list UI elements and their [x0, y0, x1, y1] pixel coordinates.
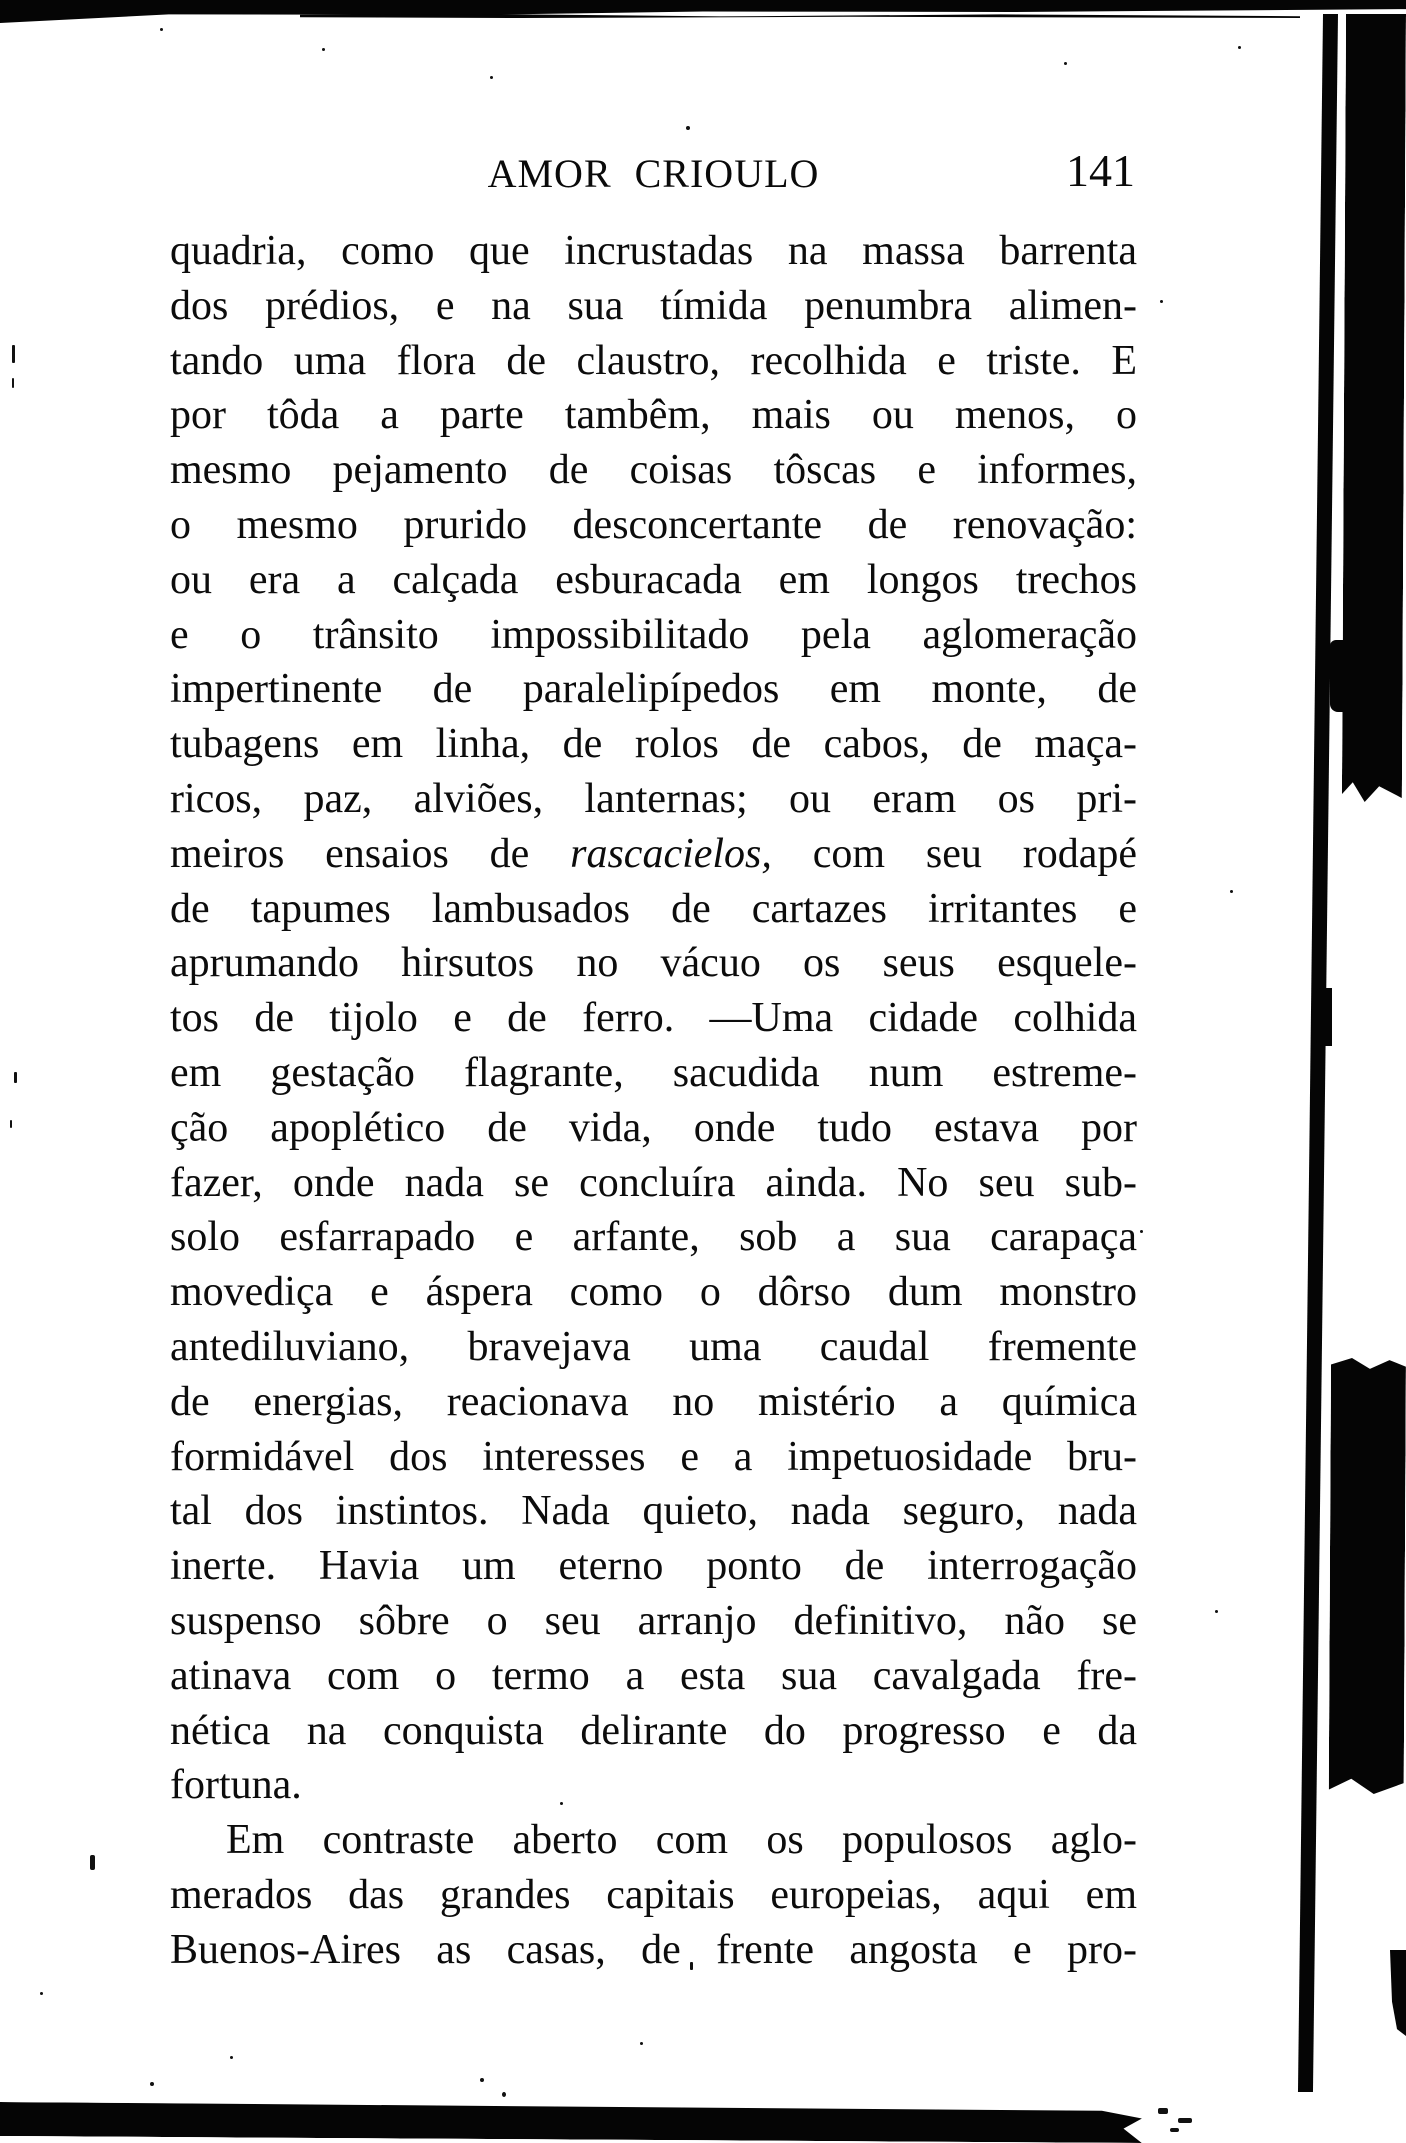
text-segment: tubagens em linha, de rolos de cabos, de maça-: [170, 721, 1137, 768]
text-segment: dos prédios, e na sua tímida penumbra alimen-: [170, 282, 1137, 329]
scan-binding-bump: [1316, 988, 1332, 1046]
text-line: [170, 882, 1137, 937]
text-line: [170, 1375, 1137, 1430]
scan-binding-bump: [1330, 640, 1350, 712]
scan-bottom-edge-bar: [0, 2102, 1142, 2143]
text-line: [170, 1868, 1137, 1923]
text-line: [170, 1484, 1137, 1539]
text-segment: aprumando hirsutos no vácuo os seus esquele-: [170, 940, 1137, 987]
text-line: [170, 1923, 1137, 1978]
text-segment: tos de tijolo e de ferro. —Uma cidade colhida: [170, 995, 1137, 1042]
text-segment: quadria, como que incrustadas na massa barrenta: [170, 228, 1137, 274]
text-line: [170, 498, 1137, 553]
text-line: [170, 991, 1137, 1046]
text-segment: de energias, reacionava no mistério a química: [170, 1378, 1137, 1425]
text-segment: mesmo pejamento de coisas tôscas e informes,: [170, 447, 1137, 494]
text-segment: formidável dos interesses e a impetuosidade bru-: [170, 1433, 1137, 1480]
italic-text-segment: rascacielos,: [570, 830, 772, 877]
text-line: [170, 1594, 1137, 1649]
text-line: [170, 662, 1137, 717]
running-header: [170, 145, 1137, 208]
text-line: [170, 1156, 1137, 1211]
text-segment: ricos, paz, alviões, lanternas; ou eram os pri-: [170, 775, 1137, 822]
text-line: [170, 1539, 1137, 1594]
page-title: AMOR CRIOULO: [487, 151, 820, 196]
text-line: [170, 553, 1137, 608]
text-segment: antediluviano, bravejava uma caudal fremente: [170, 1323, 1137, 1370]
text-segment: e o trânsito impossibilitado pela aglomeração: [170, 611, 1137, 658]
text-segment: inerte. Havia um eterno ponto de interrogação: [170, 1543, 1137, 1590]
text-line: [170, 1704, 1137, 1759]
scan-binding-band-lower: [1329, 1358, 1406, 1794]
text-line: [170, 1265, 1137, 1320]
text-segment: movediça e áspera como o dôrso dum monstro: [170, 1269, 1137, 1316]
text-segment: o mesmo prurido desconcertante de renovação:: [170, 501, 1137, 548]
text-segment: fortuna.: [170, 1762, 302, 1809]
text-segment: com seu rodapé: [771, 830, 1137, 877]
scan-binding-wisp: [1386, 1950, 1406, 2036]
text-segment: fazer, onde nada se concluíra ainda. No seu sub-: [170, 1159, 1137, 1206]
scan-top-edge-streak: [300, 14, 1300, 18]
text-line: [170, 717, 1137, 772]
text-line: [170, 1813, 1137, 1868]
text-line: [170, 388, 1137, 443]
text-line: [170, 443, 1137, 498]
text-segment: tal dos instintos. Nada quieto, nada seguro, nada: [170, 1488, 1137, 1535]
text-line: [170, 936, 1137, 991]
scan-binding-band-upper: [1342, 14, 1406, 806]
text-line: [170, 1046, 1137, 1101]
text-segment: merados das grandes capitais europeias, aqui em: [170, 1871, 1137, 1918]
text-segment: meiros ensaios de: [170, 830, 571, 877]
text-segment: por tôda a parte tambêm, mais ou menos, o: [170, 392, 1137, 439]
text-line: [170, 1210, 1137, 1265]
text-line: [170, 1320, 1137, 1375]
text-segment: suspenso sôbre o seu arranjo definitivo, não se: [170, 1597, 1137, 1644]
text-segment: solo esfarrapado e arfante, sob a sua carapaça: [170, 1214, 1137, 1261]
text-line: [170, 334, 1137, 389]
text-segment: tando uma flora de claustro, recolhida e triste. E: [170, 337, 1137, 384]
text-line: [170, 224, 1137, 279]
text-line: [170, 1101, 1137, 1156]
text-segment: ção apoplético de vida, onde tudo estava por: [170, 1104, 1137, 1151]
text-segment: de tapumes lambusados de cartazes irritantes e: [170, 885, 1137, 932]
text-line: [170, 1649, 1137, 1704]
text-segment: Buenos-Aires as casas, de frente angosta e pro-: [170, 1926, 1137, 1973]
page-text: [170, 224, 1137, 1978]
text-segment: impertinente de paralelipípedos em monte, de: [170, 666, 1137, 713]
text-segment: Em contraste aberto com os populosos aglo-: [226, 1817, 1137, 1864]
text-segment: nética na conquista delirante do progresso e da: [170, 1707, 1137, 1754]
text-line: [170, 827, 1137, 882]
text-segment: ou era a calçada esburacada em longos trechos: [170, 556, 1137, 603]
text-line: [170, 772, 1137, 827]
text-line: [170, 279, 1137, 334]
text-line: [170, 608, 1137, 663]
text-line: [170, 1758, 1137, 1813]
text-line: [170, 1430, 1137, 1485]
scan-top-edge-bar: [0, 0, 1406, 24]
text-segment: em gestação flagrante, sacudida num estreme-: [170, 1049, 1137, 1096]
text-segment: atinava com o termo a esta sua cavalgada fre-: [170, 1652, 1137, 1699]
page-number: 141: [1066, 145, 1135, 196]
